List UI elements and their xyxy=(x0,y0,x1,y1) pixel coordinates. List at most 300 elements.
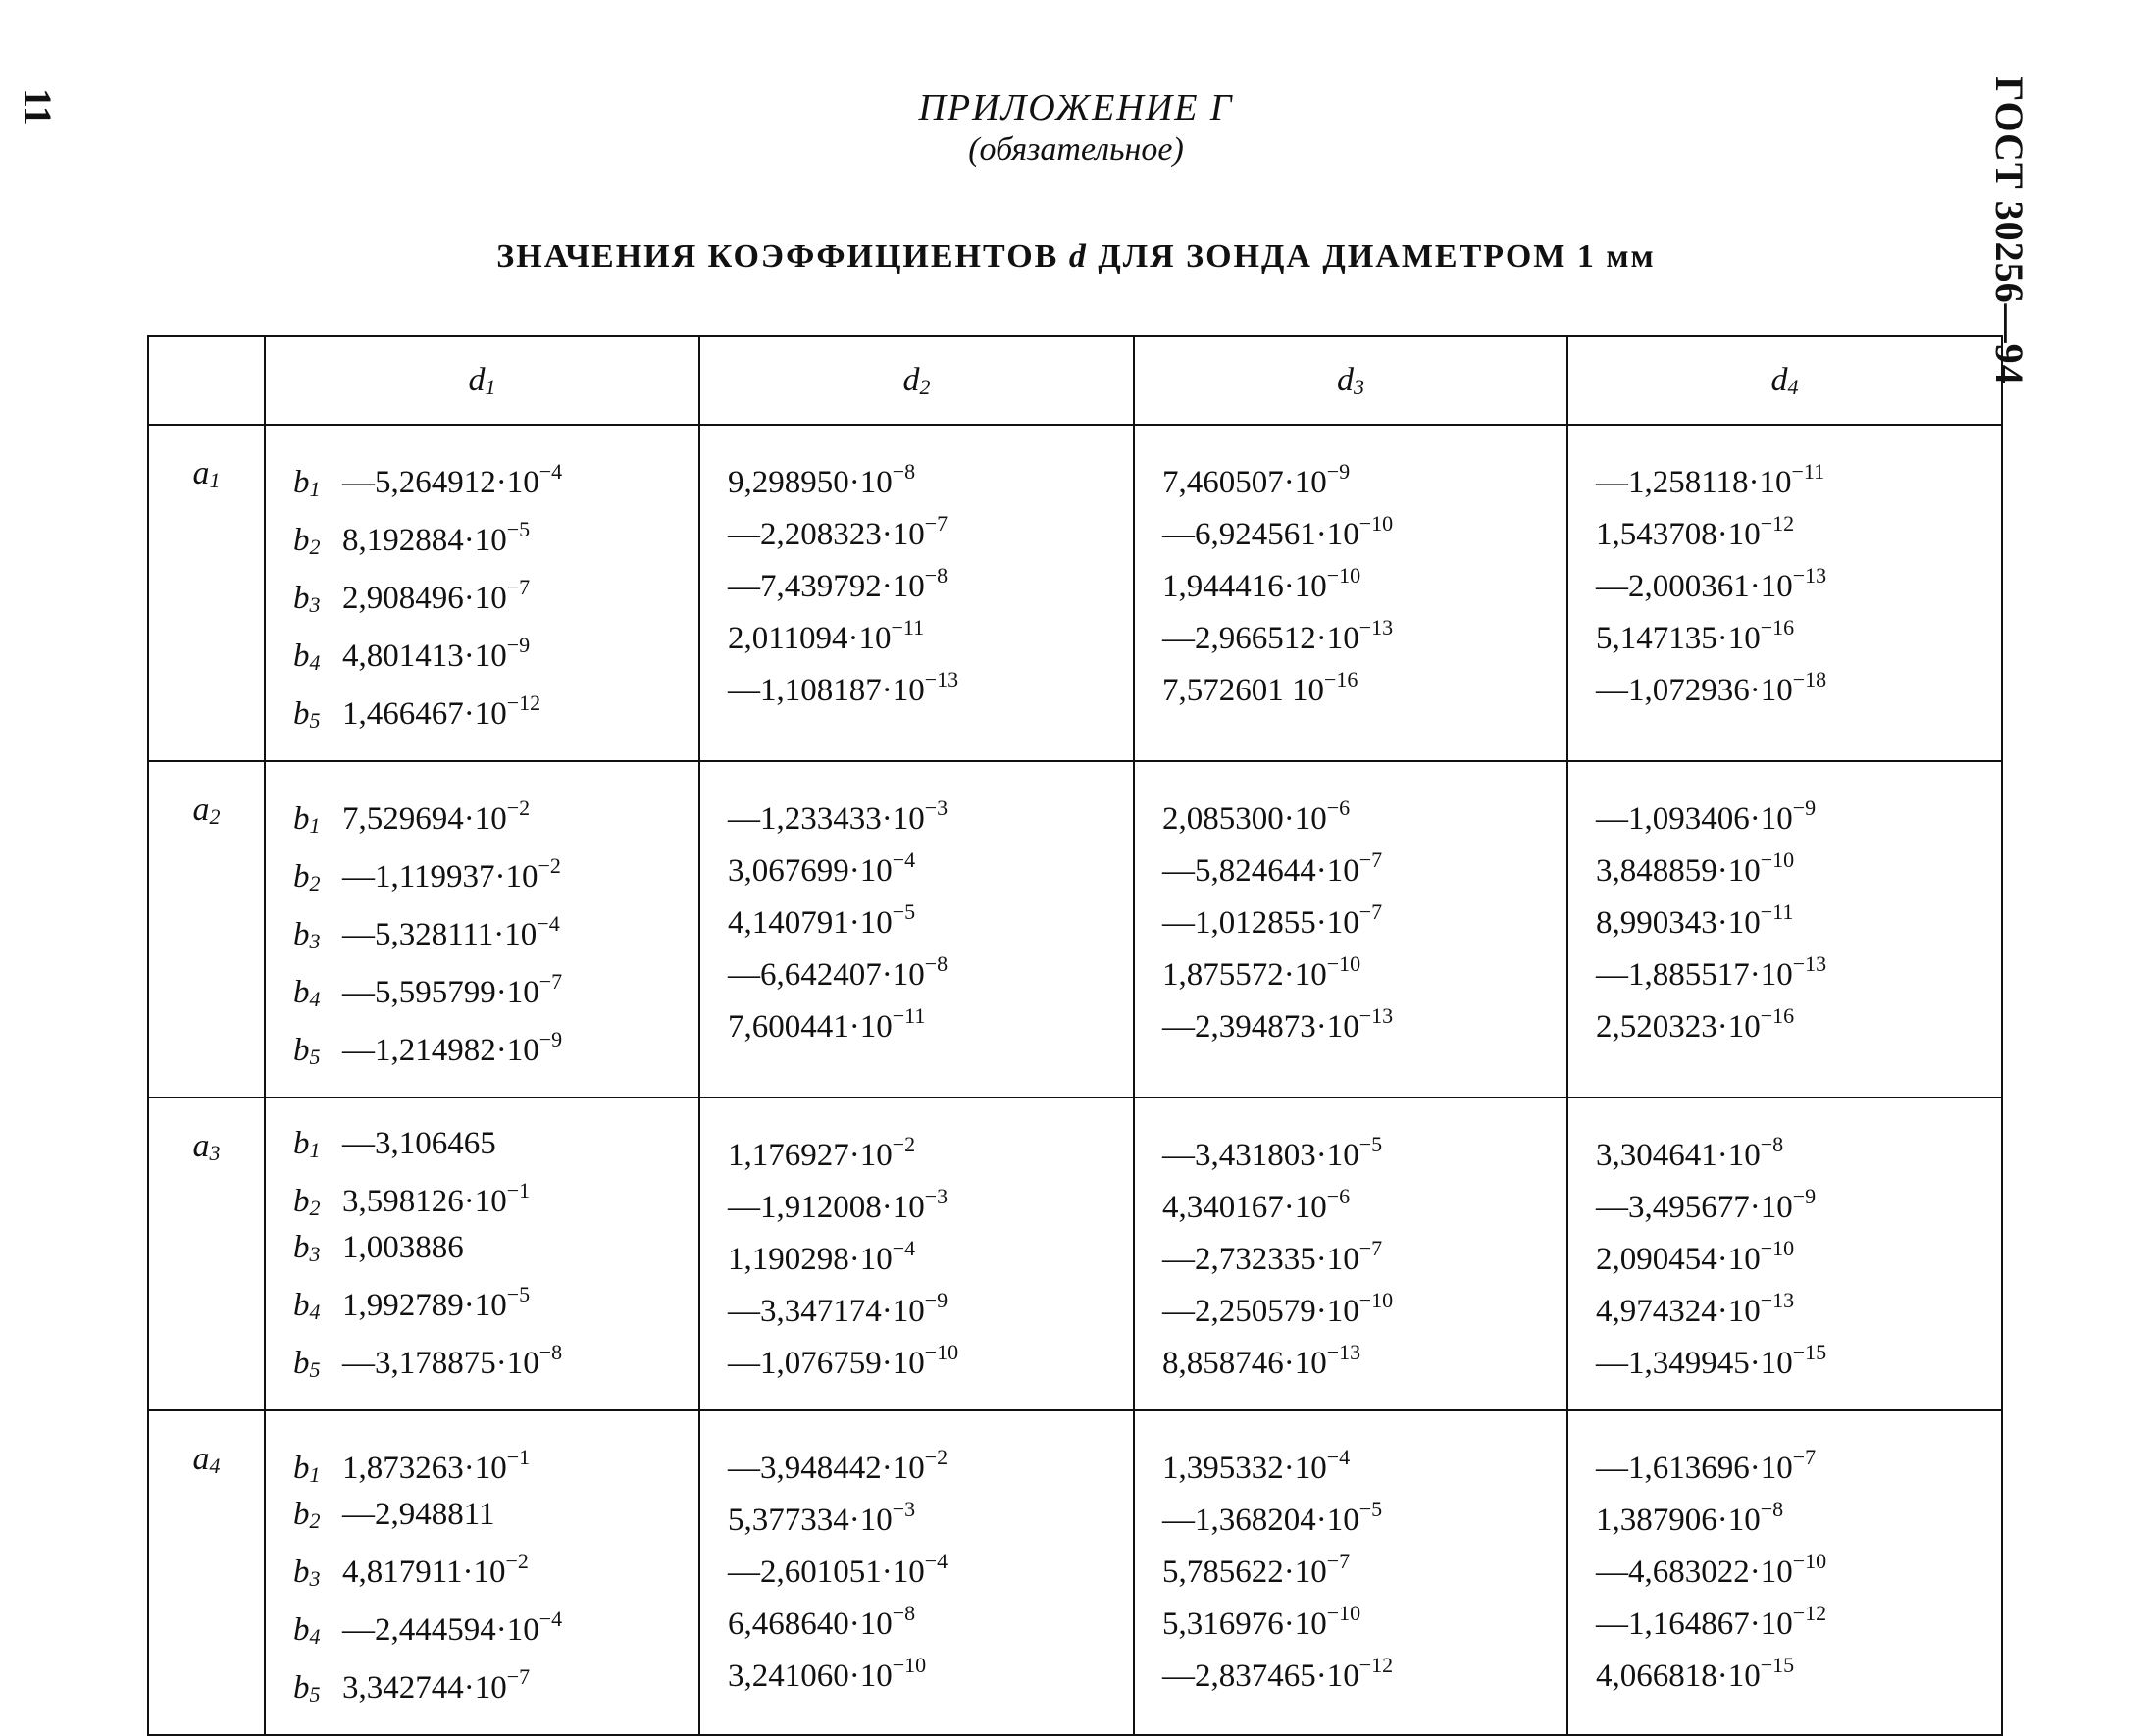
coefficient-exponent: −10 xyxy=(1358,1288,1394,1312)
coefficient-cell xyxy=(265,425,699,761)
coefficient-value xyxy=(293,625,698,683)
b-label-base: b xyxy=(293,1346,310,1381)
coefficient-exponent: −13 xyxy=(1326,1340,1361,1364)
coefficient-mantissa: 3,598126·10 xyxy=(342,1184,507,1219)
coefficient-value xyxy=(1596,1437,2001,1489)
coefficient-exponent: −12 xyxy=(1358,1653,1394,1677)
row-label-index: 2 xyxy=(209,804,221,829)
column-header-d1-base: d xyxy=(468,361,486,398)
coefficient-value xyxy=(728,996,1133,1047)
coefficient-mantissa: 4,340167·10 xyxy=(1162,1190,1327,1225)
table-heading-after: ДЛЯ ЗОНДА ДИАМЕТРОМ 1 мм xyxy=(1098,238,1656,275)
row-label-index: 3 xyxy=(209,1141,221,1165)
coefficient-mantissa: 8,192884·10 xyxy=(342,523,507,558)
b-label xyxy=(293,1031,342,1077)
row-label-index: 4 xyxy=(209,1454,221,1478)
coefficient-value xyxy=(1596,555,2001,607)
b-label-base: b xyxy=(293,1288,310,1323)
coefficient-cell xyxy=(699,1098,1134,1410)
table-header-row xyxy=(148,336,2002,425)
coefficient-value xyxy=(1596,892,2001,944)
coefficient-value xyxy=(728,892,1133,944)
coefficient-exponent: −5 xyxy=(892,899,916,924)
b-label-index: 5 xyxy=(309,1045,321,1069)
b-label xyxy=(293,799,342,845)
coefficient-value xyxy=(1596,1280,2001,1332)
coefficient-mantissa: —1,912008·10 xyxy=(728,1190,925,1225)
row-label-base: a xyxy=(192,1441,210,1477)
coefficient-value xyxy=(1162,1593,1566,1645)
coefficient-mantissa: —2,948811 xyxy=(342,1497,495,1532)
coefficient-exponent: −10 xyxy=(1792,1549,1827,1573)
coefficient-exponent: −8 xyxy=(892,459,916,484)
b-label-base: b xyxy=(293,523,310,558)
table-row xyxy=(148,761,2002,1098)
coefficient-exponent: −7 xyxy=(1358,847,1383,872)
coefficient-mantissa: —1,613696·10 xyxy=(1596,1451,1793,1486)
coefficient-exponent: −3 xyxy=(924,795,948,820)
coefficient-mantissa: 5,377334·10 xyxy=(728,1503,893,1538)
coefficient-mantissa: —1,258118·10 xyxy=(1596,465,1792,500)
coefficient-mantissa: 7,529694·10 xyxy=(342,801,507,837)
coefficient-value xyxy=(728,1645,1133,1697)
coefficient-exponent: −10 xyxy=(1760,1236,1795,1260)
coefficient-exponent: −10 xyxy=(1760,847,1795,872)
coefficients-table xyxy=(147,335,2003,1736)
coefficient-value xyxy=(293,567,698,625)
b-label-base: b xyxy=(293,917,310,952)
b-label-index: 1 xyxy=(309,813,321,838)
b-label-base: b xyxy=(293,465,310,500)
coefficient-mantissa: 5,785622·10 xyxy=(1162,1555,1327,1590)
coefficient-mantissa: 4,974324·10 xyxy=(1596,1294,1761,1329)
coefficient-mantissa: 2,011094·10 xyxy=(728,621,892,656)
coefficient-mantissa: 7,572601 10 xyxy=(1162,673,1324,708)
coefficient-cell xyxy=(265,761,699,1098)
coefficient-value xyxy=(1162,1280,1566,1332)
coefficient-exponent: −7 xyxy=(924,511,948,536)
b-label xyxy=(293,857,342,903)
b-label xyxy=(293,1344,342,1390)
coefficient-cell xyxy=(265,1410,699,1735)
coefficient-mantissa: 2,520323·10 xyxy=(1596,1009,1761,1045)
b-label-base: b xyxy=(293,581,310,616)
b-label-index: 4 xyxy=(309,987,321,1011)
table-row xyxy=(148,1410,2002,1735)
coefficient-exponent: −10 xyxy=(1358,511,1394,536)
table-row xyxy=(148,1098,2002,1410)
column-header-d3-base: d xyxy=(1337,361,1354,398)
coefficient-exponent: −12 xyxy=(1792,1601,1827,1625)
row-label xyxy=(148,425,265,761)
coefficient-value xyxy=(1596,1541,2001,1593)
b-label-index: 2 xyxy=(309,1508,321,1533)
coefficient-mantissa: —1,072936·10 xyxy=(1596,673,1793,708)
coefficient-mantissa: —1,119937·10 xyxy=(342,859,538,894)
coefficient-exponent: −7 xyxy=(506,575,531,599)
b-label-base: b xyxy=(293,1126,310,1161)
b-label-base: b xyxy=(293,1230,310,1265)
coefficient-value xyxy=(1162,1437,1566,1489)
coefficient-exponent: −7 xyxy=(506,1664,531,1689)
coefficient-exponent: −9 xyxy=(1792,1184,1817,1208)
row-label-base: a xyxy=(192,455,210,491)
coefficient-mantissa: —1,093406·10 xyxy=(1596,801,1793,837)
coefficient-exponent: −10 xyxy=(1326,563,1361,587)
b-label-base: b xyxy=(293,1670,310,1706)
coefficient-exponent: −4 xyxy=(892,847,916,872)
coefficient-exponent: −9 xyxy=(924,1288,948,1312)
coefficient-value xyxy=(293,788,698,845)
coefficient-mantissa: 7,600441·10 xyxy=(728,1009,893,1045)
b-label-index: 5 xyxy=(309,708,321,733)
coefficient-exponent: −1 xyxy=(506,1178,531,1202)
coefficient-value xyxy=(1596,607,2001,659)
b-label-index: 3 xyxy=(309,1566,321,1591)
appendix-subtitle: (обязательное) xyxy=(968,131,1184,168)
coefficient-exponent: −13 xyxy=(1358,615,1394,639)
b-label-index: 3 xyxy=(309,1242,321,1266)
table-heading xyxy=(0,238,2152,276)
coefficient-value xyxy=(728,503,1133,555)
column-header-d4-base: d xyxy=(1770,361,1788,398)
coefficient-mantissa: 1,944416·10 xyxy=(1162,569,1327,604)
coefficient-value xyxy=(728,1176,1133,1228)
coefficient-exponent: −11 xyxy=(1760,899,1794,924)
coefficient-exponent: −2 xyxy=(538,853,561,878)
coefficient-mantissa: 2,090454·10 xyxy=(1596,1242,1761,1277)
coefficient-value xyxy=(1162,1541,1566,1593)
coefficient-mantissa: —6,642407·10 xyxy=(728,957,925,993)
table-heading-var: d xyxy=(1068,238,1088,275)
coefficient-exponent: −4 xyxy=(892,1236,916,1260)
coefficient-mantissa: 1,176927·10 xyxy=(728,1138,893,1173)
coefficient-exponent: −5 xyxy=(506,1282,531,1306)
coefficient-mantissa: 9,298950·10 xyxy=(728,465,893,500)
coefficient-mantissa: —1,885517·10 xyxy=(1596,957,1793,993)
coefficient-value xyxy=(1596,996,2001,1047)
coefficient-exponent: −8 xyxy=(1760,1497,1784,1521)
coefficient-value xyxy=(1162,996,1566,1047)
b-label xyxy=(293,1228,342,1274)
coefficient-mantissa: —1,076759·10 xyxy=(728,1346,925,1381)
coefficient-value xyxy=(1162,1489,1566,1541)
coefficient-value xyxy=(1162,944,1566,996)
b-label xyxy=(293,1668,342,1714)
coefficient-value xyxy=(1596,503,2001,555)
column-header-d1-index: 1 xyxy=(485,374,496,399)
b-label xyxy=(293,1553,342,1599)
coefficient-value xyxy=(1596,1176,2001,1228)
coefficient-mantissa: —1,012855·10 xyxy=(1162,905,1359,941)
b-label-index: 4 xyxy=(309,650,321,675)
b-label xyxy=(293,1610,342,1657)
coefficient-exponent: −15 xyxy=(1760,1653,1795,1677)
coefficient-value xyxy=(293,1019,698,1077)
row-label-index: 1 xyxy=(209,468,221,492)
coefficient-cell xyxy=(1134,1410,1567,1735)
b-label-index: 1 xyxy=(309,477,321,501)
coefficient-exponent: −15 xyxy=(1792,1340,1827,1364)
coefficient-cell xyxy=(1567,1098,2002,1410)
coefficient-cell xyxy=(265,1098,699,1410)
row-label xyxy=(148,761,265,1098)
coefficient-cell xyxy=(1567,1410,2002,1735)
coefficient-exponent: −8 xyxy=(924,563,948,587)
coefficient-value xyxy=(293,1437,698,1495)
coefficient-value xyxy=(293,509,698,567)
b-label xyxy=(293,463,342,509)
coefficient-value xyxy=(1162,451,1566,503)
coefficient-exponent: −6 xyxy=(1326,1184,1351,1208)
coefficient-exponent: −8 xyxy=(892,1601,916,1625)
coefficient-exponent: −7 xyxy=(538,969,563,994)
b-label xyxy=(293,1495,342,1541)
coefficient-mantissa: 1,992789·10 xyxy=(342,1288,507,1323)
b-label xyxy=(293,637,342,683)
coefficient-exponent: −3 xyxy=(892,1497,916,1521)
coefficient-mantissa: —1,233433·10 xyxy=(728,801,925,837)
coefficient-value xyxy=(728,659,1133,711)
b-label xyxy=(293,1124,342,1170)
coefficient-mantissa: 8,858746·10 xyxy=(1162,1346,1327,1381)
coefficient-mantissa: 7,460507·10 xyxy=(1162,465,1327,500)
coefficient-mantissa: —2,601051·10 xyxy=(728,1555,925,1590)
coefficient-mantissa: 1,543708·10 xyxy=(1596,517,1761,552)
coefficient-cell xyxy=(1134,761,1567,1098)
coefficient-exponent: −2 xyxy=(506,795,531,820)
coefficient-mantissa: 6,468640·10 xyxy=(728,1607,893,1642)
coefficient-mantissa: —6,924561·10 xyxy=(1162,517,1359,552)
appendix-title: ПРИЛОЖЕНИЕ Г xyxy=(918,87,1234,128)
coefficient-mantissa: 4,066818·10 xyxy=(1596,1659,1761,1694)
coefficient-value xyxy=(1162,1228,1566,1280)
coefficient-exponent: −13 xyxy=(1358,1003,1394,1028)
coefficient-value xyxy=(728,1489,1133,1541)
b-label-base: b xyxy=(293,801,310,837)
coefficient-mantissa: 4,817911·10 xyxy=(342,1555,506,1590)
coefficient-mantissa: 5,316976·10 xyxy=(1162,1607,1327,1642)
coefficient-exponent: −4 xyxy=(1326,1445,1351,1469)
coefficient-value xyxy=(728,607,1133,659)
b-label xyxy=(293,521,342,567)
coefficient-mantissa: —3,948442·10 xyxy=(728,1451,925,1486)
b-label-base: b xyxy=(293,1033,310,1068)
coefficient-value xyxy=(293,1495,698,1541)
coefficient-value xyxy=(728,555,1133,607)
coefficient-value xyxy=(1162,840,1566,892)
coefficient-exponent: −8 xyxy=(924,951,948,976)
coefficient-exponent: −4 xyxy=(924,1549,948,1573)
b-label-index: 2 xyxy=(309,1196,321,1220)
coefficient-value xyxy=(293,845,698,903)
coefficient-value xyxy=(1596,1124,2001,1176)
coefficient-exponent: −5 xyxy=(1358,1497,1383,1521)
coefficient-value xyxy=(1596,788,2001,840)
coefficient-mantissa: 1,873263·10 xyxy=(342,1451,507,1486)
coefficient-mantissa: —2,444594·10 xyxy=(342,1612,539,1648)
coefficient-value xyxy=(1162,555,1566,607)
coefficient-value xyxy=(728,1332,1133,1384)
b-label-base: b xyxy=(293,1612,310,1648)
coefficient-cell xyxy=(1567,425,2002,761)
coefficient-exponent: −4 xyxy=(537,911,560,936)
coefficient-exponent: −4 xyxy=(538,1607,563,1631)
b-label xyxy=(293,694,342,740)
coefficient-mantissa: —2,250579·10 xyxy=(1162,1294,1359,1329)
coefficient-exponent: −1 xyxy=(506,1445,531,1469)
coefficient-exponent: −11 xyxy=(892,1003,926,1028)
b-label-base: b xyxy=(293,1555,310,1590)
coefficient-mantissa: —5,328111·10 xyxy=(342,917,538,952)
coefficient-mantissa: —4,683022·10 xyxy=(1596,1555,1793,1590)
coefficient-exponent: −7 xyxy=(1358,899,1383,924)
coefficient-mantissa: —2,837465·10 xyxy=(1162,1659,1359,1694)
b-label-index: 4 xyxy=(309,1624,321,1649)
coefficient-mantissa: 2,085300·10 xyxy=(1162,801,1327,837)
b-label-index: 3 xyxy=(309,929,321,953)
coefficient-mantissa: —2,208323·10 xyxy=(728,517,925,552)
coefficient-mantissa: —3,347174·10 xyxy=(728,1294,925,1329)
coefficient-value xyxy=(293,1274,698,1332)
coefficient-mantissa: —1,108187·10 xyxy=(728,673,925,708)
b-label-base: b xyxy=(293,1451,310,1486)
coefficient-mantissa: 5,147135·10 xyxy=(1596,621,1761,656)
coefficient-value xyxy=(1162,788,1566,840)
coefficient-cell xyxy=(1134,1098,1567,1410)
coefficient-exponent: −9 xyxy=(538,1027,563,1051)
b-label-index: 1 xyxy=(309,1138,321,1162)
coefficient-value xyxy=(1596,1228,2001,1280)
coefficient-exponent: −13 xyxy=(924,667,959,691)
table-heading-before: ЗНАЧЕНИЯ КОЭФФИЦИЕНТОВ xyxy=(496,238,1059,275)
coefficient-exponent: −10 xyxy=(924,1340,959,1364)
b-label-base: b xyxy=(293,975,310,1010)
b-label-index: 3 xyxy=(309,592,321,617)
coefficient-value xyxy=(728,788,1133,840)
coefficient-value xyxy=(728,1437,1133,1489)
b-label xyxy=(293,915,342,961)
b-label-base: b xyxy=(293,696,310,732)
coefficient-mantissa: —2,732335·10 xyxy=(1162,1242,1359,1277)
coefficient-exponent: −8 xyxy=(1760,1132,1784,1156)
coefficient-value xyxy=(728,840,1133,892)
coefficient-cell xyxy=(699,1410,1134,1735)
coefficient-value xyxy=(293,1228,698,1274)
coefficient-mantissa: —5,824644·10 xyxy=(1162,853,1359,889)
coefficient-value xyxy=(1162,892,1566,944)
coefficient-mantissa: 4,140791·10 xyxy=(728,905,893,941)
coefficient-value xyxy=(293,1657,698,1714)
coefficient-mantissa: 4,801413·10 xyxy=(342,638,507,674)
coefficient-exponent: −16 xyxy=(1760,1003,1795,1028)
coefficient-mantissa: —2,394873·10 xyxy=(1162,1009,1359,1045)
row-label-base: a xyxy=(192,791,210,828)
coefficient-value xyxy=(1596,840,2001,892)
coefficient-value xyxy=(293,903,698,961)
b-label-index: 2 xyxy=(309,871,321,895)
coefficient-mantissa: —5,595799·10 xyxy=(342,975,539,1010)
coefficient-mantissa: —3,178875·10 xyxy=(342,1346,539,1381)
coefficient-mantissa: —3,106465 xyxy=(342,1126,496,1161)
b-label-index: 5 xyxy=(309,1682,321,1707)
b-label xyxy=(293,973,342,1019)
coefficient-value xyxy=(1162,607,1566,659)
row-label xyxy=(148,1098,265,1410)
coefficient-value xyxy=(1162,1124,1566,1176)
coefficient-value xyxy=(1596,944,2001,996)
column-header-d3 xyxy=(1134,336,1567,425)
coefficient-value xyxy=(1162,503,1566,555)
coefficient-value xyxy=(293,1332,698,1390)
coefficient-exponent: −13 xyxy=(1792,563,1827,587)
coefficient-exponent: −5 xyxy=(1358,1132,1383,1156)
coefficient-exponent: −11 xyxy=(891,615,925,639)
coefficient-exponent: −2 xyxy=(924,1445,948,1469)
coefficient-value xyxy=(293,1170,698,1228)
column-header-d2-base: d xyxy=(902,361,920,398)
coefficient-value xyxy=(1596,659,2001,711)
b-label-base: b xyxy=(293,859,310,894)
b-label-index: 2 xyxy=(309,535,321,559)
standard-designation: ГОСТ 30256—94 xyxy=(1987,77,2031,385)
coefficient-value xyxy=(728,1541,1133,1593)
coefficient-mantissa: 3,067699·10 xyxy=(728,853,893,889)
coefficient-value xyxy=(1162,1332,1566,1384)
coefficient-mantissa: 1,875572·10 xyxy=(1162,957,1327,993)
coefficient-exponent: −2 xyxy=(505,1549,529,1573)
coefficient-value xyxy=(1596,1593,2001,1645)
column-header-d4 xyxy=(1567,336,2002,425)
coefficient-cell xyxy=(699,761,1134,1098)
coefficient-value xyxy=(293,1599,698,1657)
row-label xyxy=(148,1410,265,1735)
column-header-d3-index: 3 xyxy=(1354,374,1364,399)
coefficient-exponent: −13 xyxy=(1792,951,1827,976)
coefficient-exponent: −5 xyxy=(506,517,531,541)
coefficient-value xyxy=(1162,1645,1566,1697)
table-row xyxy=(148,425,2002,761)
coefficient-value xyxy=(728,451,1133,503)
coefficient-mantissa: 1,003886 xyxy=(342,1230,464,1265)
coefficient-value xyxy=(728,1280,1133,1332)
coefficient-value xyxy=(293,1541,698,1599)
column-header-d4-index: 4 xyxy=(1787,374,1799,399)
coefficient-mantissa: 1,395332·10 xyxy=(1162,1451,1327,1486)
coefficient-value xyxy=(1596,1332,2001,1384)
coefficient-exponent: −10 xyxy=(892,1653,927,1677)
coefficient-mantissa: —1,349945·10 xyxy=(1596,1346,1793,1381)
coefficient-exponent: −16 xyxy=(1760,615,1795,639)
column-header-d2-index: 2 xyxy=(919,374,931,399)
coefficient-mantissa: 3,848859·10 xyxy=(1596,853,1761,889)
coefficient-mantissa: 1,387906·10 xyxy=(1596,1503,1761,1538)
coefficient-exponent: −7 xyxy=(1358,1236,1383,1260)
row-label-base: a xyxy=(192,1128,210,1164)
corner-cell xyxy=(148,336,265,425)
page-number: 11 xyxy=(16,88,60,126)
coefficient-exponent: −13 xyxy=(1760,1288,1795,1312)
coefficient-exponent: −8 xyxy=(538,1340,563,1364)
coefficient-mantissa: 1,190298·10 xyxy=(728,1242,893,1277)
coefficient-exponent: −9 xyxy=(1326,459,1351,484)
b-label xyxy=(293,1182,342,1228)
b-label-base: b xyxy=(293,1497,310,1532)
coefficient-exponent: −12 xyxy=(1760,511,1795,536)
coefficient-mantissa: 3,304641·10 xyxy=(1596,1138,1761,1173)
coefficient-mantissa: —2,000361·10 xyxy=(1596,569,1793,604)
coefficient-value xyxy=(1162,659,1566,711)
